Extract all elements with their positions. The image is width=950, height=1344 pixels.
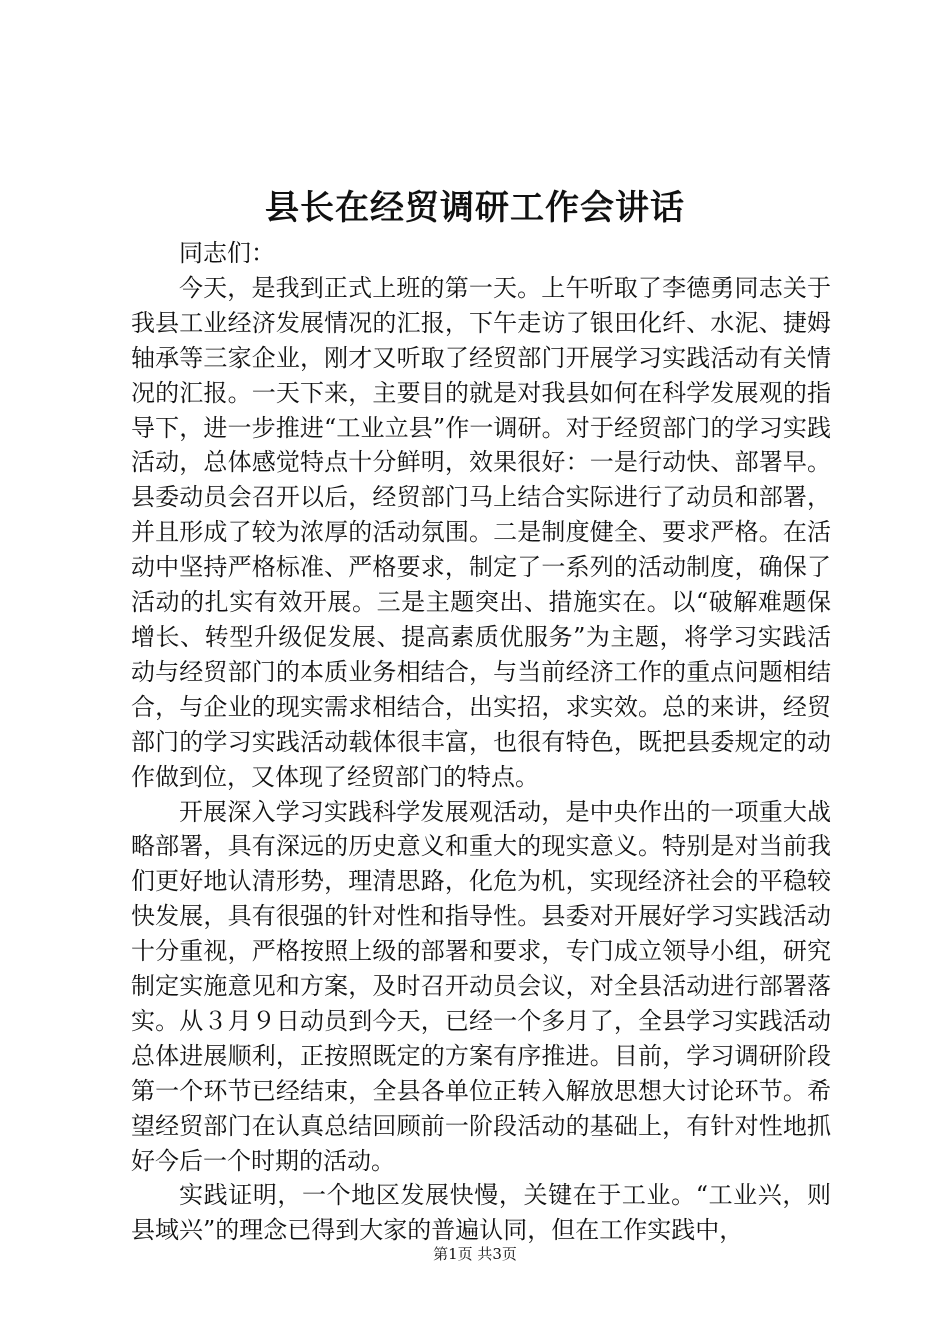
document-title: 县长在经贸调研工作会讲话 — [265, 188, 685, 228]
paragraph-3: 实践证明，一个地区发展快慢，关键在于工业。“工业兴，则县域兴”的理念已得到大家的普遍认同，但在工作实践中， — [131, 1181, 831, 1245]
page-footer: 第1页 共3页 — [433, 1245, 517, 1263]
greeting-line: 同志们： — [179, 239, 275, 267]
paragraph-1: 今天，是我到正式上班的第一天。上午听取了李德勇同志关于我县工业经济发展情况的汇报，下午走访了银田化纤、水泥、捷姆轴承等三家企业，刚才又听取了经贸部门开展学习实践活动有关情况的汇报。一天下来，主要目的就是对我县如何在科学发展观的指导下，进一步推进“工业立县”作一调研。对于经贸部门的学习实践活动，总体感觉特点十分鲜明，效果很好：一是行动快、部署早。县委动员会召开以后，经贸部门马上结合实际进行了动员和部署，并且形成了较为浓厚的活动氛围。二是制度健全、要求严格。在活动中坚持严格标准、严格要求，制定了一系列的活动制度，确保了活动的扎实有效开展。三是主题突出、措施实在。以“破解难题保增长、转型升级促发展、提高素质优服务”为主题，将学习实践活动与经贸部门的本质业务相结合，与当前经济工作的重点问题相结合，与企业的现实需求相结合，出实招，求实效。总的来讲，经贸部门的学习实践活动载体很丰富，也很有特色，既把县委规定的动作做到位，又体现了经贸部门的特点。 — [131, 273, 831, 791]
document-body — [131, 236, 831, 1248]
paragraph-2: 开展深入学习实践科学发展观活动，是中央作出的一项重大战略部署，具有深远的历史意义和重大的现实意义。特别是对当前我们更好地认清形势，理清思路，化危为机，实现经济社会的平稳较快发展，具有很强的针对性和指导性。县委对开展好学习实践活动十分重视，严格按照上级的部署和要求，专门成立领导小组，研究制定实施意见和方案，及时召开动员会议，对全县活动进行部署落实。从３月９日动员到今天，已经一个多月了，全县学习实践活动总体进展顺利，正按照既定的方案有序推进。目前，学习调研阶段第一个环节已经结束，全县各单位正转入解放思想大讨论环节。希望经贸部门在认真总结回顾前一阶段活动的基础上，有针对性地抓好今后一个时期的活动。 — [131, 797, 831, 1175]
